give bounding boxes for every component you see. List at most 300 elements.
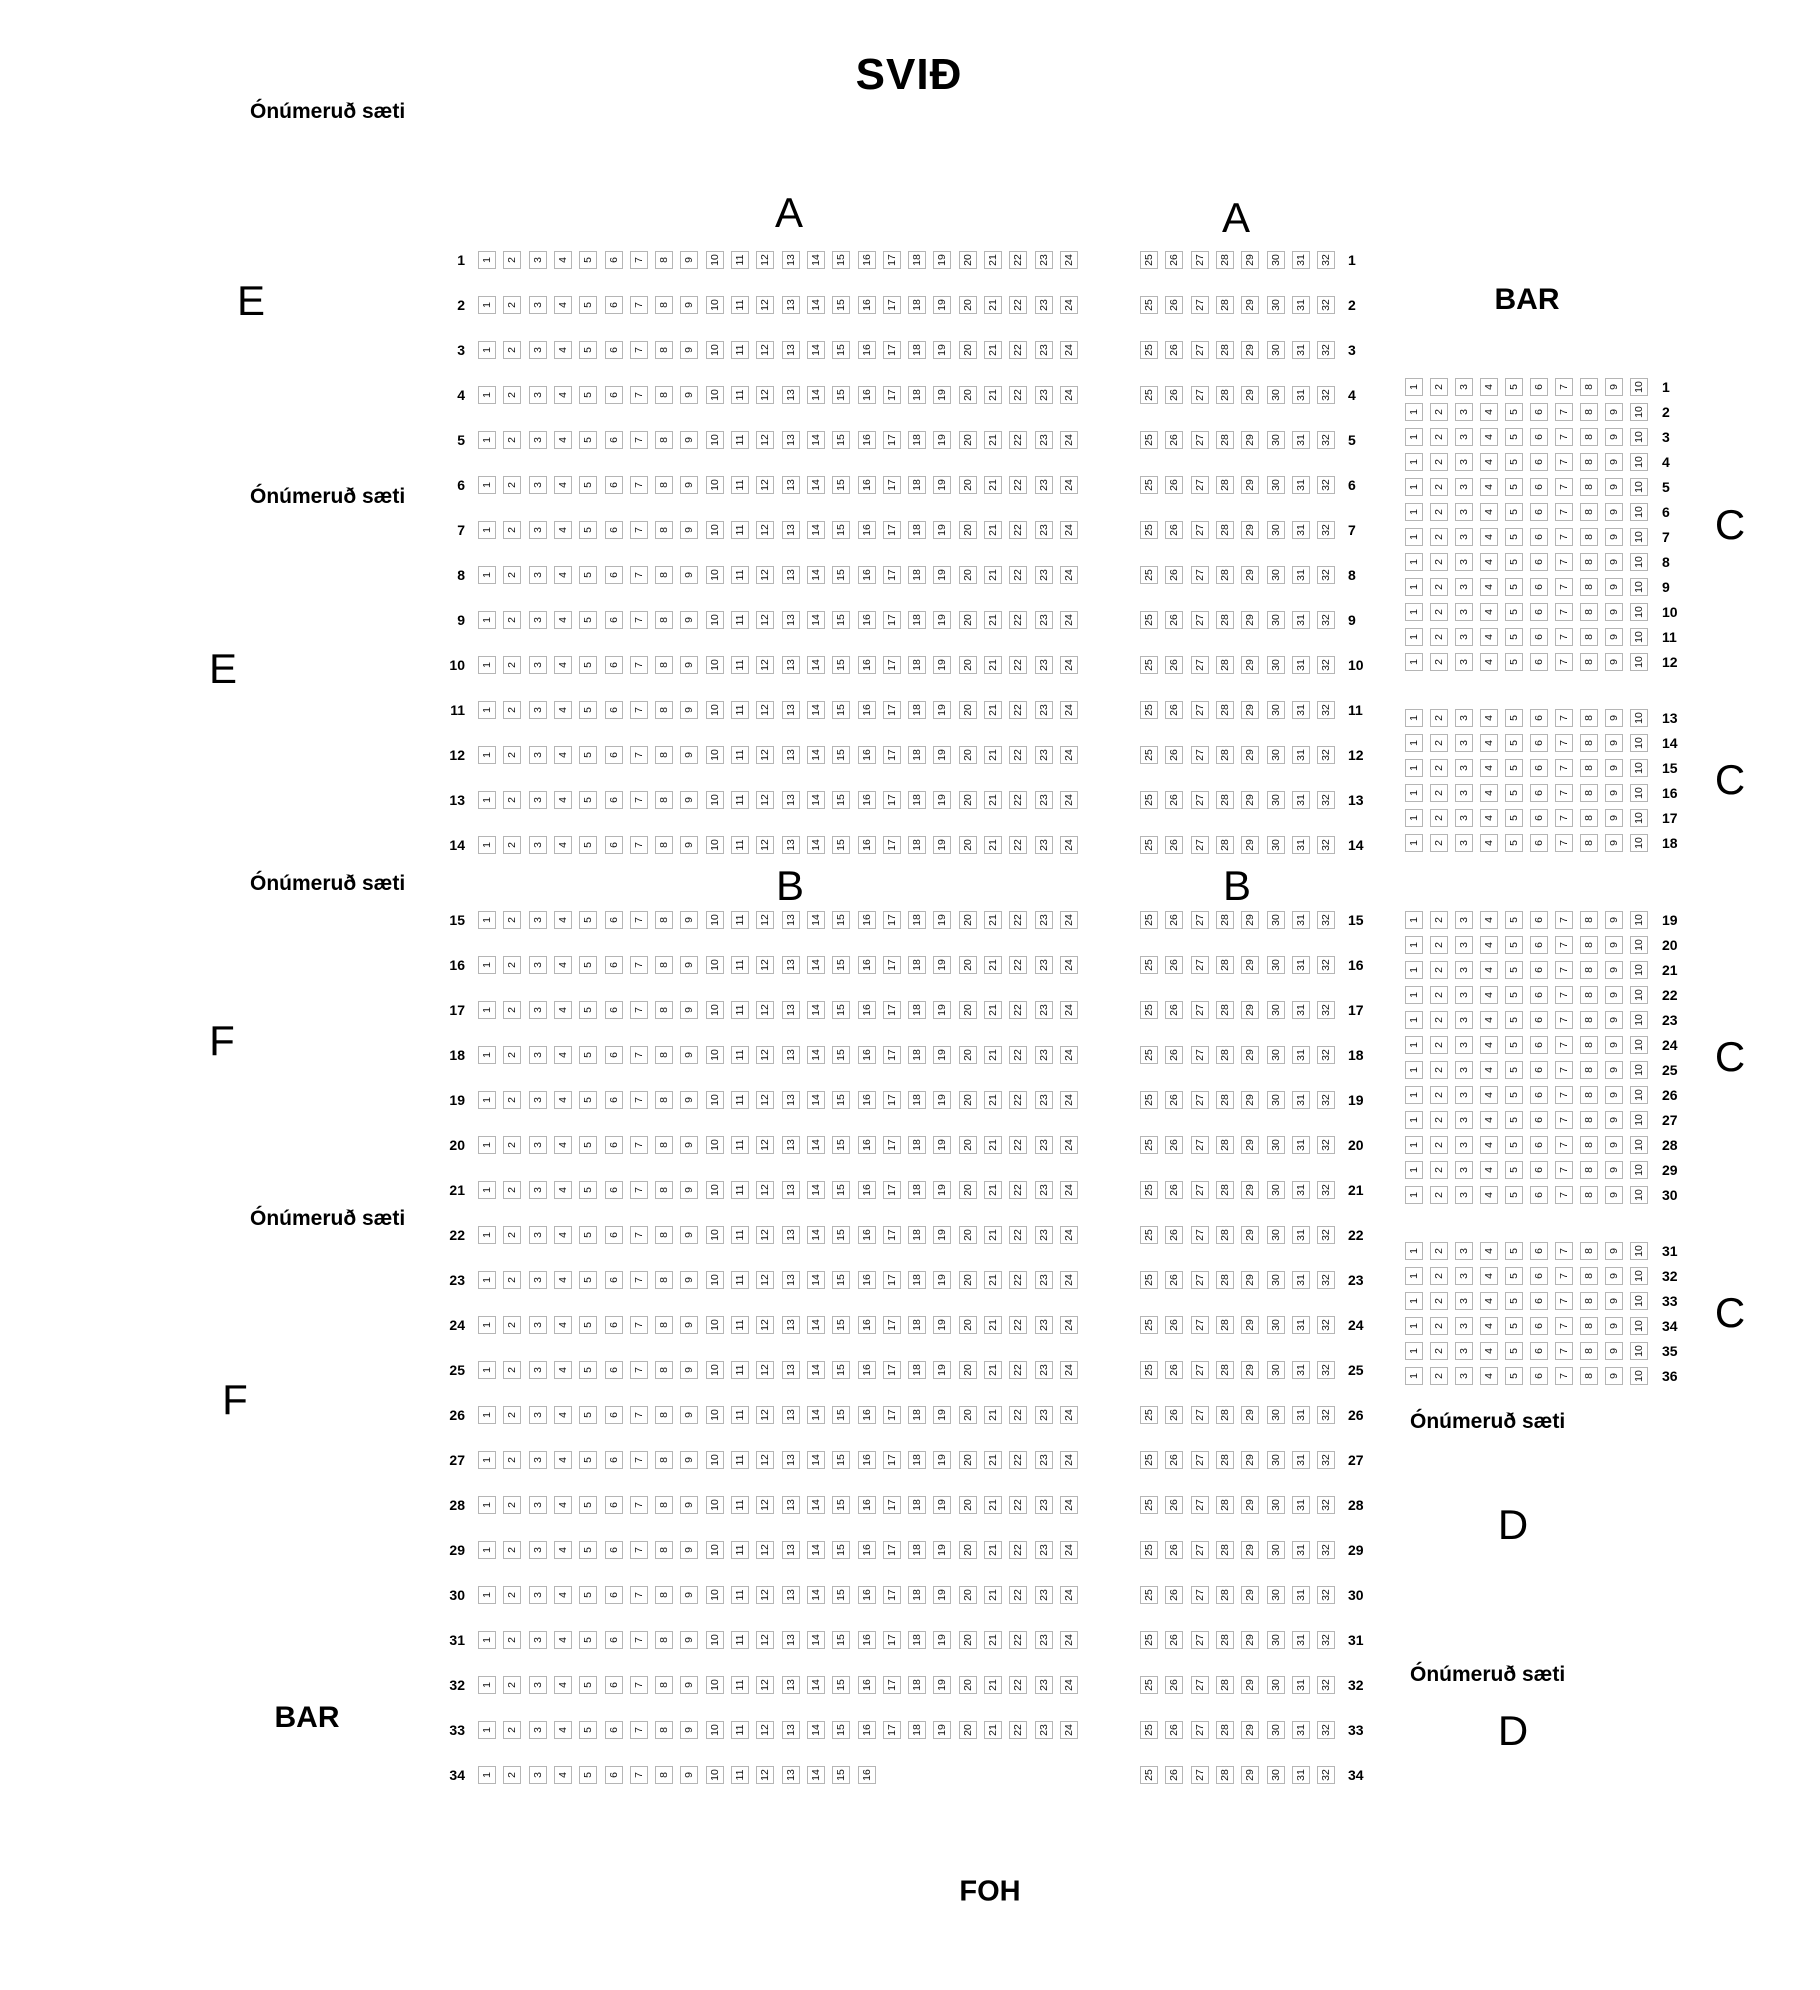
seat[interactable]	[1060, 341, 1078, 359]
seat[interactable]	[579, 1451, 597, 1469]
seat[interactable]	[1430, 1292, 1448, 1310]
seat[interactable]	[579, 1496, 597, 1514]
seat[interactable]	[1480, 1036, 1498, 1054]
seat[interactable]	[1480, 403, 1498, 421]
seat[interactable]	[1580, 503, 1598, 521]
seat[interactable]	[1580, 1011, 1598, 1029]
seat[interactable]	[883, 251, 901, 269]
seat[interactable]	[832, 1451, 850, 1469]
seat[interactable]	[1009, 1541, 1027, 1559]
seat[interactable]	[1580, 1267, 1598, 1285]
seat[interactable]	[503, 296, 521, 314]
seat[interactable]	[1580, 961, 1598, 979]
seat[interactable]	[554, 1586, 572, 1604]
seat[interactable]	[1480, 578, 1498, 596]
seat[interactable]	[554, 1766, 572, 1784]
seat[interactable]	[1009, 1586, 1027, 1604]
seat[interactable]	[1555, 603, 1573, 621]
seat[interactable]	[1140, 341, 1158, 359]
seat[interactable]	[1530, 503, 1548, 521]
seat[interactable]	[782, 1496, 800, 1514]
seat[interactable]	[1555, 809, 1573, 827]
seat[interactable]	[1580, 734, 1598, 752]
seat[interactable]	[503, 1766, 521, 1784]
seat[interactable]	[756, 341, 774, 359]
seat[interactable]	[984, 251, 1002, 269]
seat[interactable]	[1455, 453, 1473, 471]
seat[interactable]	[630, 1451, 648, 1469]
seat[interactable]	[1555, 478, 1573, 496]
seat[interactable]	[1191, 1451, 1209, 1469]
seat[interactable]	[1480, 628, 1498, 646]
seat[interactable]	[883, 1451, 901, 1469]
seat[interactable]	[1580, 759, 1598, 777]
seat[interactable]	[1555, 628, 1573, 646]
seat[interactable]	[1140, 1631, 1158, 1649]
seat[interactable]	[1630, 503, 1648, 521]
seat[interactable]	[1241, 1496, 1259, 1514]
seat[interactable]	[1009, 1676, 1027, 1694]
seat[interactable]	[1530, 734, 1548, 752]
seat[interactable]	[832, 1586, 850, 1604]
seat[interactable]	[1430, 1267, 1448, 1285]
seat[interactable]	[630, 1496, 648, 1514]
seat[interactable]	[630, 1766, 648, 1784]
seat[interactable]	[1035, 1631, 1053, 1649]
seat[interactable]	[1035, 1676, 1053, 1694]
seat[interactable]	[1480, 809, 1498, 827]
seat[interactable]	[782, 1406, 800, 1424]
seat[interactable]	[1405, 1267, 1423, 1285]
seat[interactable]	[1555, 653, 1573, 671]
seat[interactable]	[1191, 1676, 1209, 1694]
seat[interactable]	[1405, 784, 1423, 802]
seat[interactable]	[1455, 503, 1473, 521]
seat[interactable]	[1555, 428, 1573, 446]
seat[interactable]	[478, 296, 496, 314]
seat[interactable]	[1580, 653, 1598, 671]
seat[interactable]	[1580, 1061, 1598, 1079]
seat[interactable]	[1630, 453, 1648, 471]
seat[interactable]	[959, 1451, 977, 1469]
seat[interactable]	[1580, 834, 1598, 852]
seat[interactable]	[1191, 1721, 1209, 1739]
seat[interactable]	[1505, 1292, 1523, 1310]
seat[interactable]	[579, 1631, 597, 1649]
seat[interactable]	[933, 1631, 951, 1649]
seat[interactable]	[1630, 936, 1648, 954]
seat[interactable]	[1480, 709, 1498, 727]
seat[interactable]	[1480, 1086, 1498, 1104]
seat[interactable]	[1060, 1586, 1078, 1604]
seat[interactable]	[1455, 1061, 1473, 1079]
seat[interactable]	[1630, 1267, 1648, 1285]
seat[interactable]	[1580, 528, 1598, 546]
seat[interactable]	[1140, 1406, 1158, 1424]
seat[interactable]	[579, 341, 597, 359]
seat[interactable]	[908, 1676, 926, 1694]
seat[interactable]	[1430, 986, 1448, 1004]
seat[interactable]	[478, 1766, 496, 1784]
seat[interactable]	[554, 1406, 572, 1424]
seat[interactable]	[1317, 1406, 1335, 1424]
seat[interactable]	[1505, 961, 1523, 979]
seat[interactable]	[1505, 986, 1523, 1004]
seat[interactable]	[782, 341, 800, 359]
seat[interactable]	[1580, 1342, 1598, 1360]
seat[interactable]	[832, 1406, 850, 1424]
seat[interactable]	[1267, 1406, 1285, 1424]
seat[interactable]	[1405, 478, 1423, 496]
seat[interactable]	[1630, 1367, 1648, 1385]
seat[interactable]	[1009, 1451, 1027, 1469]
seat[interactable]	[1505, 478, 1523, 496]
seat[interactable]	[1505, 1242, 1523, 1260]
seat[interactable]	[1630, 653, 1648, 671]
seat[interactable]	[579, 1676, 597, 1694]
seat[interactable]	[1555, 1011, 1573, 1029]
seat[interactable]	[1580, 809, 1598, 827]
seat[interactable]	[1605, 1086, 1623, 1104]
seat[interactable]	[1405, 528, 1423, 546]
seat[interactable]	[1605, 834, 1623, 852]
seat[interactable]	[1505, 578, 1523, 596]
seat[interactable]	[858, 1631, 876, 1649]
seat[interactable]	[1580, 709, 1598, 727]
seat[interactable]	[1455, 403, 1473, 421]
seat[interactable]	[959, 1496, 977, 1514]
seat[interactable]	[554, 1631, 572, 1649]
seat[interactable]	[1505, 453, 1523, 471]
seat[interactable]	[529, 1676, 547, 1694]
seat[interactable]	[1530, 378, 1548, 396]
seat[interactable]	[1430, 503, 1448, 521]
seat[interactable]	[1555, 1242, 1573, 1260]
seat[interactable]	[1580, 1036, 1598, 1054]
seat[interactable]	[731, 296, 749, 314]
seat[interactable]	[1505, 1317, 1523, 1335]
seat[interactable]	[630, 341, 648, 359]
seat[interactable]	[1480, 911, 1498, 929]
seat[interactable]	[1530, 961, 1548, 979]
seat[interactable]	[1530, 653, 1548, 671]
seat[interactable]	[1267, 1496, 1285, 1514]
seat[interactable]	[529, 1541, 547, 1559]
seat[interactable]	[1530, 403, 1548, 421]
seat[interactable]	[655, 1451, 673, 1469]
seat[interactable]	[1505, 1367, 1523, 1385]
seat[interactable]	[1060, 1496, 1078, 1514]
seat[interactable]	[858, 1721, 876, 1739]
seat[interactable]	[984, 341, 1002, 359]
seat[interactable]	[1505, 1161, 1523, 1179]
seat[interactable]	[908, 341, 926, 359]
seat[interactable]	[1455, 1161, 1473, 1179]
seat[interactable]	[1455, 759, 1473, 777]
seat[interactable]	[706, 1586, 724, 1604]
seat[interactable]	[984, 1496, 1002, 1514]
seat[interactable]	[605, 296, 623, 314]
seat[interactable]	[1505, 628, 1523, 646]
seat[interactable]	[1605, 1342, 1623, 1360]
seat[interactable]	[1191, 1586, 1209, 1604]
seat[interactable]	[1292, 1676, 1310, 1694]
seat[interactable]	[655, 1676, 673, 1694]
seat[interactable]	[1216, 1496, 1234, 1514]
seat[interactable]	[1216, 1676, 1234, 1694]
seat[interactable]	[1555, 1061, 1573, 1079]
seat[interactable]	[503, 341, 521, 359]
seat[interactable]	[1580, 936, 1598, 954]
seat[interactable]	[1430, 834, 1448, 852]
seat[interactable]	[1480, 1342, 1498, 1360]
seat[interactable]	[1430, 911, 1448, 929]
seat[interactable]	[1455, 911, 1473, 929]
seat[interactable]	[1060, 251, 1078, 269]
seat[interactable]	[858, 1406, 876, 1424]
seat[interactable]	[503, 1496, 521, 1514]
seat[interactable]	[1505, 709, 1523, 727]
seat[interactable]	[579, 1541, 597, 1559]
seat[interactable]	[1530, 1342, 1548, 1360]
seat[interactable]	[1267, 251, 1285, 269]
seat[interactable]	[1630, 759, 1648, 777]
seat[interactable]	[1505, 378, 1523, 396]
seat[interactable]	[782, 1631, 800, 1649]
seat[interactable]	[1530, 1011, 1548, 1029]
seat[interactable]	[782, 296, 800, 314]
seat[interactable]	[1530, 1367, 1548, 1385]
seat[interactable]	[1455, 734, 1473, 752]
seat[interactable]	[1480, 1242, 1498, 1260]
seat[interactable]	[605, 1541, 623, 1559]
seat[interactable]	[1292, 1766, 1310, 1784]
seat[interactable]	[605, 1406, 623, 1424]
seat[interactable]	[1580, 403, 1598, 421]
seat[interactable]	[959, 1541, 977, 1559]
seat[interactable]	[883, 1496, 901, 1514]
seat[interactable]	[1455, 1111, 1473, 1129]
seat[interactable]	[1630, 1136, 1648, 1154]
seat[interactable]	[1292, 1721, 1310, 1739]
seat[interactable]	[1035, 251, 1053, 269]
seat[interactable]	[1035, 1586, 1053, 1604]
seat[interactable]	[554, 1496, 572, 1514]
seat[interactable]	[1480, 1111, 1498, 1129]
seat[interactable]	[1191, 1496, 1209, 1514]
seat[interactable]	[1430, 936, 1448, 954]
seat[interactable]	[1480, 453, 1498, 471]
seat[interactable]	[478, 1586, 496, 1604]
seat[interactable]	[1317, 1721, 1335, 1739]
seat[interactable]	[1430, 734, 1448, 752]
seat[interactable]	[883, 1586, 901, 1604]
seat[interactable]	[605, 1586, 623, 1604]
seat[interactable]	[1505, 911, 1523, 929]
seat[interactable]	[858, 296, 876, 314]
seat[interactable]	[1530, 1292, 1548, 1310]
seat[interactable]	[1480, 603, 1498, 621]
seat[interactable]	[680, 1766, 698, 1784]
seat[interactable]	[680, 1676, 698, 1694]
seat[interactable]	[1505, 1136, 1523, 1154]
seat[interactable]	[1555, 1367, 1573, 1385]
seat[interactable]	[756, 1631, 774, 1649]
seat[interactable]	[1430, 1367, 1448, 1385]
seat[interactable]	[1140, 1766, 1158, 1784]
seat[interactable]	[554, 1676, 572, 1694]
seat[interactable]	[1430, 1186, 1448, 1204]
seat[interactable]	[706, 1721, 724, 1739]
seat[interactable]	[1505, 403, 1523, 421]
seat[interactable]	[655, 1631, 673, 1649]
seat[interactable]	[1009, 1721, 1027, 1739]
seat[interactable]	[1605, 578, 1623, 596]
seat[interactable]	[1430, 378, 1448, 396]
seat[interactable]	[731, 1406, 749, 1424]
seat[interactable]	[1480, 784, 1498, 802]
seat[interactable]	[1405, 1036, 1423, 1054]
seat[interactable]	[933, 1451, 951, 1469]
seat[interactable]	[655, 341, 673, 359]
seat[interactable]	[630, 1721, 648, 1739]
seat[interactable]	[1035, 1541, 1053, 1559]
seat[interactable]	[1605, 734, 1623, 752]
seat[interactable]	[1530, 1136, 1548, 1154]
seat[interactable]	[1009, 251, 1027, 269]
seat[interactable]	[478, 251, 496, 269]
seat[interactable]	[655, 251, 673, 269]
seat[interactable]	[959, 1631, 977, 1649]
seat[interactable]	[1555, 553, 1573, 571]
seat[interactable]	[1505, 653, 1523, 671]
seat[interactable]	[1480, 1161, 1498, 1179]
seat[interactable]	[1630, 1242, 1648, 1260]
seat[interactable]	[807, 1451, 825, 1469]
seat[interactable]	[807, 341, 825, 359]
seat[interactable]	[1630, 578, 1648, 596]
seat[interactable]	[655, 1586, 673, 1604]
seat[interactable]	[1605, 528, 1623, 546]
seat[interactable]	[554, 1451, 572, 1469]
seat[interactable]	[1292, 251, 1310, 269]
seat[interactable]	[554, 251, 572, 269]
seat[interactable]	[478, 1406, 496, 1424]
seat[interactable]	[1630, 734, 1648, 752]
seat[interactable]	[1605, 809, 1623, 827]
seat[interactable]	[1405, 453, 1423, 471]
seat[interactable]	[1605, 911, 1623, 929]
seat[interactable]	[1317, 1496, 1335, 1514]
seat[interactable]	[1140, 1451, 1158, 1469]
seat[interactable]	[605, 1721, 623, 1739]
seat[interactable]	[1555, 1086, 1573, 1104]
seat[interactable]	[579, 1586, 597, 1604]
seat[interactable]	[680, 296, 698, 314]
seat[interactable]	[1292, 1406, 1310, 1424]
seat[interactable]	[1580, 1317, 1598, 1335]
seat[interactable]	[1580, 478, 1598, 496]
seat[interactable]	[1530, 1036, 1548, 1054]
seat[interactable]	[1480, 528, 1498, 546]
seat[interactable]	[1405, 1342, 1423, 1360]
seat[interactable]	[807, 1766, 825, 1784]
seat[interactable]	[478, 1631, 496, 1649]
seat[interactable]	[605, 1451, 623, 1469]
seat[interactable]	[1317, 1766, 1335, 1784]
seat[interactable]	[1165, 1541, 1183, 1559]
seat[interactable]	[1530, 759, 1548, 777]
seat[interactable]	[1555, 1267, 1573, 1285]
seat[interactable]	[1165, 341, 1183, 359]
seat[interactable]	[1630, 1061, 1648, 1079]
seat[interactable]	[1455, 1136, 1473, 1154]
seat[interactable]	[1455, 1086, 1473, 1104]
seat[interactable]	[1060, 1631, 1078, 1649]
seat[interactable]	[1430, 1242, 1448, 1260]
seat[interactable]	[883, 1406, 901, 1424]
seat[interactable]	[756, 1496, 774, 1514]
seat[interactable]	[1555, 378, 1573, 396]
seat[interactable]	[1505, 1086, 1523, 1104]
seat[interactable]	[1292, 341, 1310, 359]
seat[interactable]	[933, 1541, 951, 1559]
seat[interactable]	[630, 1586, 648, 1604]
seat[interactable]	[579, 1766, 597, 1784]
seat[interactable]	[1241, 1631, 1259, 1649]
seat[interactable]	[1405, 1161, 1423, 1179]
seat[interactable]	[807, 1541, 825, 1559]
seat[interactable]	[1009, 296, 1027, 314]
seat[interactable]	[1555, 403, 1573, 421]
seat[interactable]	[1430, 1061, 1448, 1079]
seat[interactable]	[731, 341, 749, 359]
seat[interactable]	[807, 1631, 825, 1649]
seat[interactable]	[1630, 1161, 1648, 1179]
seat[interactable]	[1530, 911, 1548, 929]
seat[interactable]	[655, 1766, 673, 1784]
seat[interactable]	[1630, 1111, 1648, 1129]
seat[interactable]	[984, 296, 1002, 314]
seat[interactable]	[984, 1406, 1002, 1424]
seat[interactable]	[1241, 1721, 1259, 1739]
seat[interactable]	[1405, 578, 1423, 596]
seat[interactable]	[1292, 1451, 1310, 1469]
seat[interactable]	[1140, 251, 1158, 269]
seat[interactable]	[1605, 1367, 1623, 1385]
seat[interactable]	[1605, 936, 1623, 954]
seat[interactable]	[1630, 1342, 1648, 1360]
seat[interactable]	[1430, 1317, 1448, 1335]
seat[interactable]	[554, 1541, 572, 1559]
seat[interactable]	[706, 1496, 724, 1514]
seat[interactable]	[908, 251, 926, 269]
seat[interactable]	[1580, 378, 1598, 396]
seat[interactable]	[1405, 1367, 1423, 1385]
seat[interactable]	[1555, 936, 1573, 954]
seat[interactable]	[1480, 1011, 1498, 1029]
seat[interactable]	[1505, 1267, 1523, 1285]
seat[interactable]	[1480, 1367, 1498, 1385]
seat[interactable]	[807, 251, 825, 269]
seat[interactable]	[1605, 1242, 1623, 1260]
seat[interactable]	[630, 1406, 648, 1424]
seat[interactable]	[1455, 709, 1473, 727]
seat[interactable]	[1555, 784, 1573, 802]
seat[interactable]	[630, 1676, 648, 1694]
seat[interactable]	[1580, 1242, 1598, 1260]
seat[interactable]	[731, 1676, 749, 1694]
